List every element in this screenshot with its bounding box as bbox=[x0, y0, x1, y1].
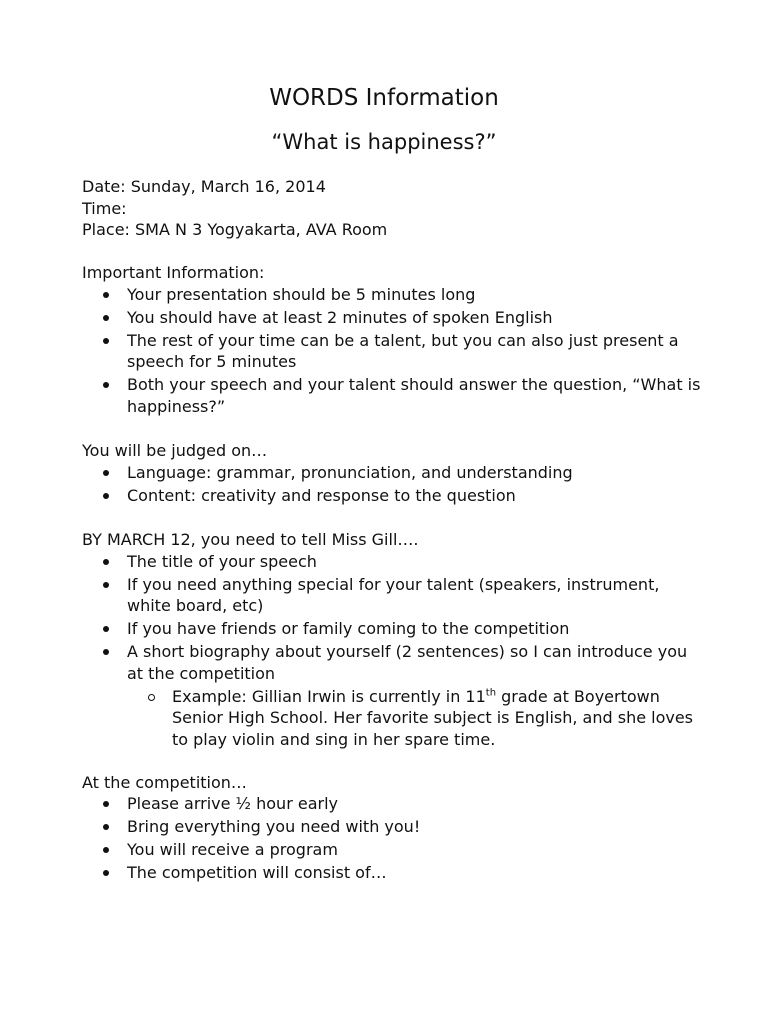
list-item: Bring everything you need with you! bbox=[82, 816, 702, 838]
by-march-heading: BY MARCH 12, you need to tell Miss Gill…. bbox=[82, 530, 419, 549]
document-title: WORDS Information bbox=[269, 85, 499, 111]
list-item: Language: grammar, pronunciation, and understanding bbox=[82, 462, 702, 484]
by-march-list bbox=[82, 551, 702, 685]
competition-heading: At the competition… bbox=[82, 772, 247, 792]
list-item: Please arrive ½ hour early bbox=[82, 793, 702, 815]
example-item bbox=[82, 686, 702, 751]
list-item: A short biography about yourself (2 sentences) so I can introduce you at the competition bbox=[82, 641, 702, 684]
list-item: Your presentation should be 5 minutes long bbox=[82, 284, 702, 306]
important-list bbox=[82, 284, 702, 418]
example-sublist bbox=[82, 686, 702, 751]
example-superscript: th bbox=[485, 687, 497, 699]
event-place: Place: SMA N 3 Yogyakarta, AVA Room bbox=[82, 220, 388, 239]
list-item: If you need anything special for your talent (speakers, instrument, white board, etc) bbox=[82, 574, 702, 617]
example-text-start: Example: Gillian Irwin is currently in 11 bbox=[172, 686, 486, 706]
list-item: You should have at least 2 minutes of spoken English bbox=[82, 307, 702, 329]
list-item: If you have friends or family coming to the competition bbox=[82, 618, 702, 640]
competition-list bbox=[82, 793, 702, 884]
judged-heading: You will be judged on… bbox=[82, 441, 268, 460]
important-heading: Important Information: bbox=[82, 263, 265, 282]
list-item: The title of your speech bbox=[82, 551, 702, 573]
event-time: Time: bbox=[82, 198, 127, 218]
example-text-end: grade at Boyertown Senior High School. Her favorite subject is English, and she loves to play violin and sing in her spare time. bbox=[172, 686, 694, 749]
list-item: You will receive a program bbox=[82, 839, 702, 861]
document-subtitle: “What is happiness?” bbox=[271, 130, 497, 154]
list-item: The competition will consist of… bbox=[82, 862, 702, 884]
list-item: Both your speech and your talent should answer the question, “What is happiness?” bbox=[82, 374, 702, 417]
list-item: The rest of your time can be a talent, but you can also just present a speech for 5 minutes bbox=[82, 330, 702, 373]
document-body bbox=[82, 176, 702, 885]
judged-list bbox=[82, 462, 702, 507]
event-date: Date: Sunday, March 16, 2014 bbox=[82, 177, 326, 196]
list-item: Content: creativity and response to the question bbox=[82, 485, 702, 507]
